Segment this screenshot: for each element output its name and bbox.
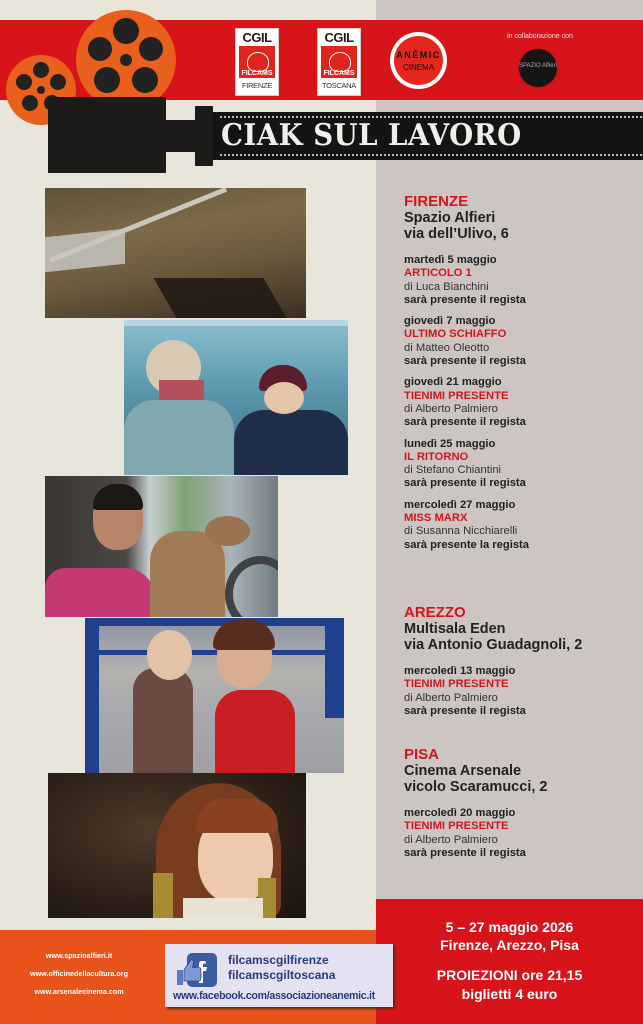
collaboration-label: in collaborazione con: [507, 33, 573, 40]
venue-address: via Antonio Guadagnoli, 2: [404, 637, 583, 653]
venue-address: via dell’Ulivo, 6: [404, 226, 509, 242]
screening-item: giovedì 7 maggio ULTIMO SCHIAFFO di Matteo Oleotto sarà presente il regista: [404, 315, 526, 368]
facebook-like-icon: [175, 953, 217, 987]
photo-miss-marx: [48, 773, 306, 918]
footer-red-panel: [376, 899, 643, 1024]
film-reel-large-icon: [76, 10, 176, 110]
venue-name: Spazio Alfieri: [404, 210, 496, 226]
projector-body-icon: [48, 97, 166, 173]
city-heading: FIRENZE: [404, 193, 469, 210]
link-officinedellacultura[interactable]: www.officinedellacultura.org: [30, 969, 128, 978]
cgil-filcams-toscana-logo: CGIL FILCAMS TOSCANA: [317, 28, 361, 96]
screening-item: mercoledì 13 maggio TIENIMI PRESENTE di Alberto Palmiero sarà presente il regista: [404, 665, 526, 717]
spazio-alfieri-logo: SPAZIO Alfieri: [519, 49, 557, 87]
venue-name: Multisala Eden: [404, 621, 506, 637]
photo-ultimo-schiaffo: [124, 320, 348, 475]
facebook-page-firenze[interactable]: filcamscgilfirenze: [228, 953, 329, 967]
venue-address: vicolo Scaramucci, 2: [404, 779, 548, 795]
event-dates: 5 – 27 maggio 2026: [445, 919, 574, 935]
cgil-filcams-firenze-logo: CGIL FILCAMS FIRENZE: [235, 28, 279, 96]
location-pisa: [404, 747, 547, 860]
screening-time: PROIEZIONI ore 21,15: [436, 967, 583, 983]
screening-item: mercoledì 27 maggio MISS MARX di Susanna Nicchiarelli sarà presente la regista: [404, 498, 529, 551]
city-heading: AREZZO: [404, 604, 466, 621]
cgil-emblem-icon: [329, 52, 351, 72]
anemic-cinema-logo: ANÉMIC CINEMA: [390, 32, 447, 89]
link-arsenalecinema[interactable]: www.arsenalecinema.com: [34, 987, 124, 996]
photo-tienimi-presente: [85, 618, 344, 773]
website-links: [10, 947, 148, 1001]
event-cities: Firenze, Arezzo, Pisa: [440, 937, 579, 953]
location-arezzo: [404, 605, 582, 718]
film-strip-banner: [213, 112, 643, 160]
photo-articolo-1: [45, 188, 306, 318]
ticket-price: biglietti 4 euro: [461, 986, 558, 1002]
screening-item: giovedì 21 maggio TIENIMI PRESENTE di Alberto Palmiero sarà presente il regista: [404, 376, 526, 429]
facebook-url[interactable]: www.facebook.com/associazioneanemic.it: [173, 990, 375, 1002]
facebook-page-toscana[interactable]: filcamscgiltoscana: [228, 968, 336, 982]
cgil-emblem-icon: [247, 52, 269, 72]
photo-il-ritorno: [45, 476, 278, 617]
screening-item: mercoledì 20 maggio TIENIMI PRESENTE di Alberto Palmiero sarà presente il regista: [404, 807, 526, 859]
projector-lens-icon: [195, 106, 213, 166]
screening-item: martedì 5 maggio ARTICOLO 1 di Luca Bianchini sarà presente il regista: [404, 254, 526, 306]
page-title: CIAK SUL LAVORO: [221, 118, 522, 153]
venue-name: Cinema Arsenale: [404, 763, 522, 779]
city-heading: PISA: [404, 746, 440, 763]
link-spazioalfieri[interactable]: www.spazioalfieri.it: [45, 951, 113, 960]
screening-item: lunedì 25 maggio IL RITORNO di Stefano Chiantini sarà presente il regista: [404, 437, 526, 490]
location-firenze: [404, 194, 529, 552]
facebook-box: [165, 944, 393, 1007]
